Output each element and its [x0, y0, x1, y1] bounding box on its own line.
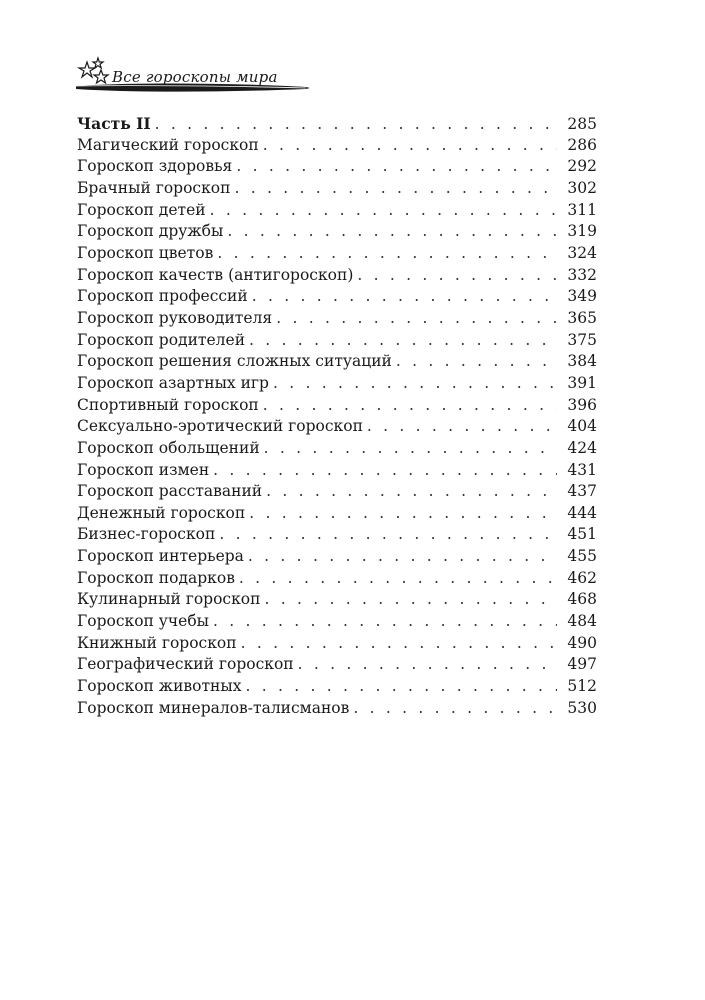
toc-leader-dots [219, 524, 557, 546]
header-title: Все гороскопы мира [112, 68, 278, 86]
toc-leader-dots [252, 286, 557, 308]
toc-entry-title: Гороскоп качеств (антигороскоп) [77, 265, 354, 284]
toc-leader-dots [213, 611, 557, 633]
toc-entry-title: Денежный гороскоп [77, 503, 246, 522]
toc-entry-title: Бизнес-гороскоп [77, 525, 216, 544]
toc-leader-dots [241, 633, 557, 655]
toc-entry [77, 546, 597, 568]
toc-entry-title: Гороскоп профессий [77, 287, 248, 306]
toc-entry-title: Спортивный гороскоп [77, 395, 259, 414]
toc-leader-dots [249, 503, 557, 525]
toc-entry [77, 611, 597, 633]
toc-entry-page: 431 [567, 460, 597, 479]
toc-leader-dots [248, 546, 557, 568]
toc-entry-title: Гороскоп минералов-талисманов [77, 698, 350, 717]
toc-entry-title: Гороскоп расставаний [77, 482, 263, 501]
toc-entry-page: 391 [567, 373, 597, 392]
toc-entry-page: 484 [567, 612, 597, 631]
toc-entry-title: Часть II [77, 114, 151, 133]
toc-entry [77, 373, 597, 395]
toc-entry-page: 437 [567, 482, 597, 501]
toc-leader-dots [210, 200, 557, 222]
toc-entry-title: Гороскоп руководителя [77, 308, 273, 327]
toc-leader-dots [264, 438, 557, 460]
toc-entry-page: 444 [567, 503, 597, 522]
toc-entry [77, 633, 597, 655]
toc-entry-title: Гороскоп животных [77, 677, 242, 696]
toc-entry [77, 178, 597, 200]
toc-leader-dots [213, 460, 557, 482]
toc-entry [77, 568, 597, 590]
toc-entry-page: 490 [567, 633, 597, 652]
toc-entry [77, 243, 597, 265]
toc-leader-dots [357, 265, 557, 287]
toc-entry [77, 221, 597, 243]
toc-entry [77, 481, 597, 503]
toc-entry [77, 156, 597, 178]
toc-entry-page: 286 [567, 135, 597, 154]
toc-entry [77, 524, 597, 546]
toc-entry [77, 330, 597, 352]
toc-leader-dots [263, 395, 557, 417]
toc-leader-dots [234, 178, 557, 200]
toc-entry-page: 451 [567, 525, 597, 544]
toc-entry [77, 113, 597, 135]
toc-leader-dots [276, 308, 557, 330]
toc-entry [77, 395, 597, 417]
toc-entry-page: 497 [567, 655, 597, 674]
toc-entry-page: 349 [567, 287, 597, 306]
toc-entry [77, 460, 597, 482]
toc-leader-dots [273, 373, 557, 395]
toc-entry-title: Кулинарный гороскоп [77, 590, 261, 609]
toc-entry [77, 503, 597, 525]
toc-entry [77, 438, 597, 460]
toc-leader-dots [266, 481, 557, 503]
toc-entry [77, 676, 597, 698]
toc-leader-dots [227, 221, 557, 243]
toc-entry-title: Гороскоп дружбы [77, 222, 224, 241]
toc-entry-title: Гороскоп здоровья [77, 157, 233, 176]
toc-entry-page: 530 [567, 698, 597, 717]
toc-entry-page: 396 [567, 395, 597, 414]
toc-leader-dots [236, 156, 557, 178]
toc-entry-page: 319 [567, 222, 597, 241]
toc-entry-title: Гороскоп подарков [77, 568, 235, 587]
toc-entry-title: Гороскоп решения сложных ситуаций [77, 352, 392, 371]
toc-entry [77, 200, 597, 222]
toc-entry [77, 416, 597, 438]
toc-entry-page: 468 [567, 590, 597, 609]
toc-entry-title: Гороскоп обольщений [77, 438, 260, 457]
toc-entry-page: 462 [567, 568, 597, 587]
toc-entry-title: Гороскоп измен [77, 460, 210, 479]
toc-entry-page: 365 [567, 308, 597, 327]
toc-leader-dots [353, 698, 557, 720]
toc-entry [77, 135, 597, 157]
toc-entry-page: 455 [567, 547, 597, 566]
toc-entry-page: 424 [567, 438, 597, 457]
running-header [74, 56, 314, 104]
toc-entry [77, 351, 597, 373]
toc-leader-dots [155, 114, 557, 136]
toc-entry-title: Гороскоп родителей [77, 330, 246, 349]
toc-entry-title: Гороскоп азартных игр [77, 373, 269, 392]
toc-entry-title: Гороскоп детей [77, 200, 206, 219]
toc-entry-title: Географический гороскоп [77, 655, 294, 674]
toc-entry-page: 302 [567, 178, 597, 197]
toc-entry-page: 311 [567, 200, 597, 219]
toc-entry-title: Книжный гороскоп [77, 633, 237, 652]
toc-entry-page: 375 [567, 330, 597, 349]
toc-entry-page: 332 [567, 265, 597, 284]
toc-leader-dots [367, 416, 557, 438]
toc-leader-dots [245, 676, 557, 698]
toc-leader-dots [263, 135, 557, 157]
toc-leader-dots [396, 351, 557, 373]
toc-entry-title: Гороскоп учебы [77, 612, 210, 631]
toc-entry-title: Гороскоп цветов [77, 243, 214, 262]
toc-entry-title: Сексуально-эротический гороскоп [77, 417, 363, 436]
toc-entry-page: 292 [567, 157, 597, 176]
toc-entry [77, 308, 597, 330]
toc-entry [77, 654, 597, 676]
toc-entry [77, 698, 597, 720]
toc-leader-dots [249, 330, 557, 352]
toc-entry-page: 285 [567, 115, 597, 133]
toc-entry [77, 589, 597, 611]
toc-leader-dots [264, 589, 557, 611]
toc-entry-title: Магический гороскоп [77, 135, 259, 154]
toc-entry [77, 265, 597, 287]
toc-entry-page: 384 [567, 352, 597, 371]
table-of-contents [77, 113, 597, 719]
toc-leader-dots [239, 568, 557, 590]
toc-entry-title: Гороскоп интерьера [77, 547, 244, 566]
toc-entry-page: 404 [567, 417, 597, 436]
toc-leader-dots [298, 654, 557, 676]
toc-entry-page: 324 [567, 243, 597, 262]
toc-entry [77, 286, 597, 308]
toc-entry-title: Брачный гороскоп [77, 178, 231, 197]
toc-leader-dots [217, 243, 557, 265]
toc-entry-page: 512 [567, 677, 597, 696]
